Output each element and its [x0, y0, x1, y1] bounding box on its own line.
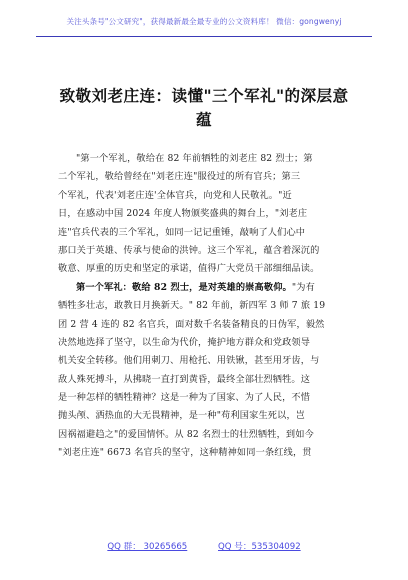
paragraph-line: 抛头颅、洒热血的大无畏精神，是一种"苟利国家生死以，岂 [58, 410, 306, 422]
paragraph-line: 那口关于英雄、传承与使命的洪钟。这三个军礼，蕴含着深沉的 [58, 244, 320, 256]
paragraph-line: 二个军礼，敬给曾经在"刘老庄连"服役过的所有官兵；第三 [58, 171, 301, 183]
paragraph-line: 敬意、厚重的历史和坚定的承诺，值得广大党员干部细细品读。 [58, 263, 320, 275]
title-line-1: 致敬刘老庄连：读懂"三个军礼"的深层意 [59, 86, 349, 105]
article-body [58, 150, 354, 463]
paragraph-line: 敌人殊死搏斗，从拂晓一直打到黄昏，最终全部壮烈牺牲。这 [58, 373, 311, 385]
paragraph-line: 机关安全转移。他们用刺刀、用枪托、用铁锹，甚至用牙齿，与 [58, 355, 320, 367]
paragraph-line: 因祸福避趋之"的爱国情怀。从 82 名烈士的壮烈牺牲，到如今 [58, 428, 314, 440]
qq-group-link[interactable]: QQ 群： 30265665 [107, 542, 188, 552]
section-heading: 第一个军礼：敬给 82 烈士，是对英雄的崇高敬仰。 [76, 281, 292, 293]
header-banner: 关注头条号"公文研究"，获得最新最全最专业的公文资料库！ 微信：gongwenyj [66, 17, 342, 26]
paragraph-line: 连"官兵代表的三个军礼，如同一记记重锤，敲响了人们心中 [58, 226, 306, 238]
qq-number-link[interactable]: QQ 号：535304092 [218, 542, 301, 552]
paragraph-line: "第一个军礼，敬给在 82 年前牺牲的刘老庄 82 烈士；第 [76, 153, 313, 164]
paragraph-line: 决然地选择了坚守，以生命为代价，掩护地方群众和党政领导 [58, 336, 311, 348]
paragraph-line: 日，在感动中国 2024 年度人物颁奖盛典的舞台上，"刘老庄 [58, 208, 308, 220]
header-divider [36, 36, 372, 37]
paragraph-line: 牺牲多壮志，敢教日月换新天。" 82 年前，新四军 3 师 7 旅 19 [58, 300, 326, 312]
footer-contacts [0, 540, 408, 552]
section-lead-rest: "为有 [291, 281, 315, 293]
title-line-2: 蕴 [196, 110, 212, 129]
paragraph-line: 是一种怎样的牺牲精神？这是一种为了国家、为了人民，不惜 [58, 392, 311, 404]
paragraph-line: "刘老庄连" 6673 名官兵的坚守，这种精神如同一条红线，贯 [58, 447, 312, 459]
paragraph-line: 团 2 营 4 连的 82 名官兵，面对数千名装备精良的日伪军，毅然 [58, 318, 325, 330]
paragraph-line: 个军礼，代表'刘老庄连'全体官兵，向党和人民敬礼。"近 [58, 189, 292, 201]
page-title [52, 84, 356, 132]
section-lead-line [58, 279, 354, 297]
